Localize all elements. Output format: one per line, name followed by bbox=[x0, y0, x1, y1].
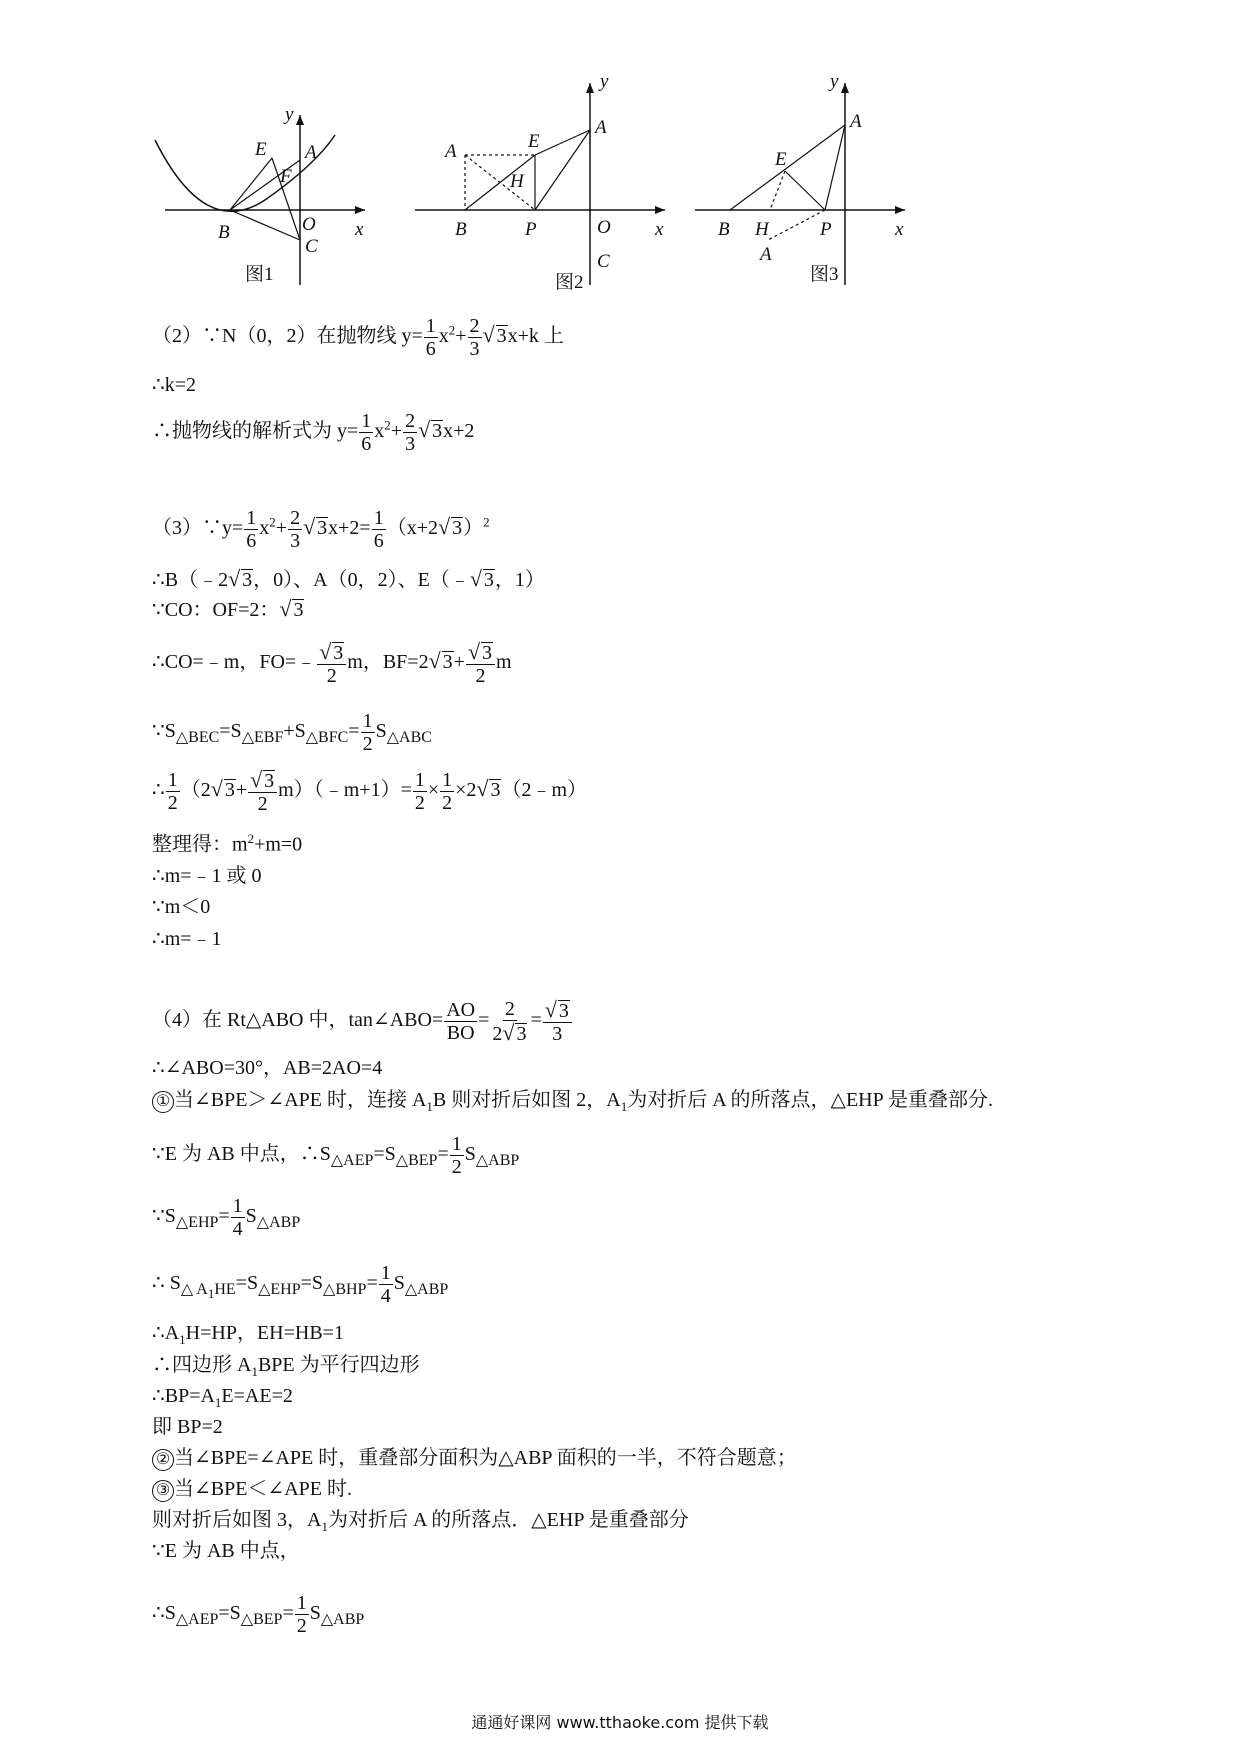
label-E: E bbox=[528, 131, 540, 152]
line-m-solutions: ∴m=﹣1 或 0 bbox=[152, 865, 262, 887]
label-y: y bbox=[285, 104, 294, 125]
label-P: P bbox=[820, 219, 832, 240]
segment-EP bbox=[785, 171, 825, 210]
y-arrow bbox=[586, 83, 594, 93]
line-2-intro: （2）∵N（0，2）在抛物线 y= $\frac{1}{6}$ $x^2+$ $\frac{2}{3}$ √ 3x+k 上 bbox=[152, 315, 564, 360]
x-arrow bbox=[895, 206, 905, 214]
label-A: A bbox=[305, 142, 317, 163]
y-arrow bbox=[841, 83, 849, 93]
label-B: B bbox=[218, 222, 230, 243]
label-B: B bbox=[718, 219, 730, 240]
line-ratio: ∵CO：OF=2：√ 3 bbox=[152, 596, 304, 621]
figure-3 bbox=[690, 71, 920, 296]
label-x: x bbox=[655, 219, 664, 240]
line-angle: ∴∠ABO=30°，AB=2AO=4 bbox=[152, 1057, 383, 1079]
line-area-final: $\therefore S_{\triangle AEP}=S_{\triangle BEP}=$ $\frac{1}{2}$ $S_{\triangle ABP}$ bbox=[152, 1592, 365, 1637]
line-m-result: ∴m=﹣1 bbox=[152, 928, 222, 950]
line-3-intro: （3）∵y= $\frac{1}{6}$ $x^2+$ $\frac{2}{3}$ √ 3x+2= $\frac{1}{6}$ （x+2√ 3）$^2$ bbox=[152, 507, 490, 552]
line-area-eq: $\because S_{\triangle BEC}=S_{\triangle EBF}+S_{\triangle BFC}=$ $\frac{1}{2}$ $S_{\triangle ABC}$ bbox=[152, 710, 432, 755]
line-midpoint-1: ∵E 为 AB 中点，$\therefore S_{\triangle AEP}=S_{\triangle BEP}=$ $\frac{1}{2}$ $S_{\triangle ABP}$ bbox=[152, 1133, 520, 1178]
label-x: x bbox=[895, 219, 904, 240]
line-simplify: 整理得：$m^2+m=0$ bbox=[152, 831, 303, 856]
caption-fig3: 图3 bbox=[810, 264, 839, 285]
label-y: y bbox=[830, 71, 839, 92]
line-ehp-area: $\because S_{\triangle EHP}=$ $\frac{1}{4}$ $S_{\triangle ABP}$ bbox=[152, 1195, 301, 1240]
x-arrow bbox=[655, 206, 665, 214]
label-E: E bbox=[775, 149, 787, 170]
caption-fig1: 图1 bbox=[245, 264, 274, 285]
dashed-PA1 bbox=[768, 210, 825, 240]
label-x: x bbox=[355, 219, 364, 240]
figure-2 bbox=[410, 71, 680, 301]
line-a1he-area: ∴ $S_{\triangle A_1HE}=S_{\triangle EHP}=S_{\triangle BHP}=$ $\frac{1}{4}$ $S_{\triangle ABP}$ bbox=[152, 1262, 449, 1307]
line-co-fo: ∴CO=﹣m，FO=﹣ $\frac{√ 3}{2}$ m，BF=2√ 3+ $\frac{√ 3}{2}$ m bbox=[152, 639, 512, 688]
line-points: ∴B（﹣2√ 3，0）、A（0，2）、E（﹣√ 3，1） bbox=[152, 566, 545, 591]
label-A1: A bbox=[760, 244, 772, 265]
label-E: E bbox=[255, 139, 267, 160]
line-a1h: $\therefore A_1H=HP$，EH=HB=1 bbox=[152, 1322, 344, 1347]
y-arrow bbox=[296, 115, 304, 125]
figure-1 bbox=[150, 100, 370, 296]
line-midpoint-2: ∵E 为 AB 中点， bbox=[152, 1540, 300, 1562]
line-area-expand: ∴ $\frac{1}{2}$ （2√ 3+ $\frac{√ 3}{2}$ m）（﹣m+1）= $\frac{1}{2}$ × $\frac{1}{2}$ ×2√ 3（2﹣m） bbox=[152, 767, 588, 816]
label-C: C bbox=[597, 251, 610, 272]
caption-fig2: 图2 bbox=[555, 272, 584, 293]
line-case-3: ③ 当∠BPE＜∠APE 时. bbox=[152, 1479, 352, 1502]
line-fig3-desc: 则对折后如图 3，$A_1$为对折后 A 的所落点．△EHP 是重叠部分 bbox=[152, 1509, 689, 1534]
dashed-EH bbox=[770, 171, 785, 210]
line-bp-eq: $\therefore BP=A_1E=AE=2$ bbox=[152, 1385, 293, 1410]
label-A: A bbox=[850, 111, 862, 132]
line-bp-result: 即 BP=2 bbox=[152, 1416, 223, 1438]
line-case-2: ② 当∠BPE=∠APE 时，重叠部分面积为△ABP 面积的一半，不符合题意； bbox=[152, 1448, 797, 1471]
label-y: y bbox=[600, 71, 609, 92]
line-4-intro: （4）在 Rt△ABO 中，tan∠ABO= $\frac{AO}{BO}$ = $\frac{2}{2√ 3}$ = $\frac{√ 3}{3}$ bbox=[152, 998, 573, 1045]
label-O: O bbox=[597, 217, 611, 238]
label-P: P bbox=[525, 219, 537, 240]
label-F: F bbox=[280, 166, 292, 187]
label-A1: A bbox=[445, 141, 457, 162]
label-H: H bbox=[755, 219, 769, 240]
line-case-1: ① 当∠BPE＞∠APE 时，连接 $A_1B$ 则对折后如图 2，$A_1$为对折后 A 的所落点，△EHP 是重叠部分. bbox=[152, 1090, 993, 1113]
label-A: A bbox=[595, 117, 607, 138]
label-C: C bbox=[305, 236, 318, 257]
segment-BC bbox=[230, 210, 300, 240]
x-arrow bbox=[355, 206, 365, 214]
page-footer: 通通好课网 www.tthaoke.com 提供下载 bbox=[471, 1713, 769, 1732]
label-O: O bbox=[302, 214, 316, 235]
line-k: ∴k=2 bbox=[152, 374, 197, 396]
line-parallelogram: ∴四边形 $A_1BPE$ 为平行四边形 bbox=[152, 1354, 420, 1379]
line-parabola: ∴抛物线的解析式为 y= $\frac{1}{6}$ $x^2+$ $\frac{2}{3}$ √ 3x+2 bbox=[152, 410, 475, 455]
line-m-negative: ∵m＜0 bbox=[152, 896, 211, 918]
label-B: B bbox=[455, 219, 467, 240]
label-H: H bbox=[510, 171, 524, 192]
